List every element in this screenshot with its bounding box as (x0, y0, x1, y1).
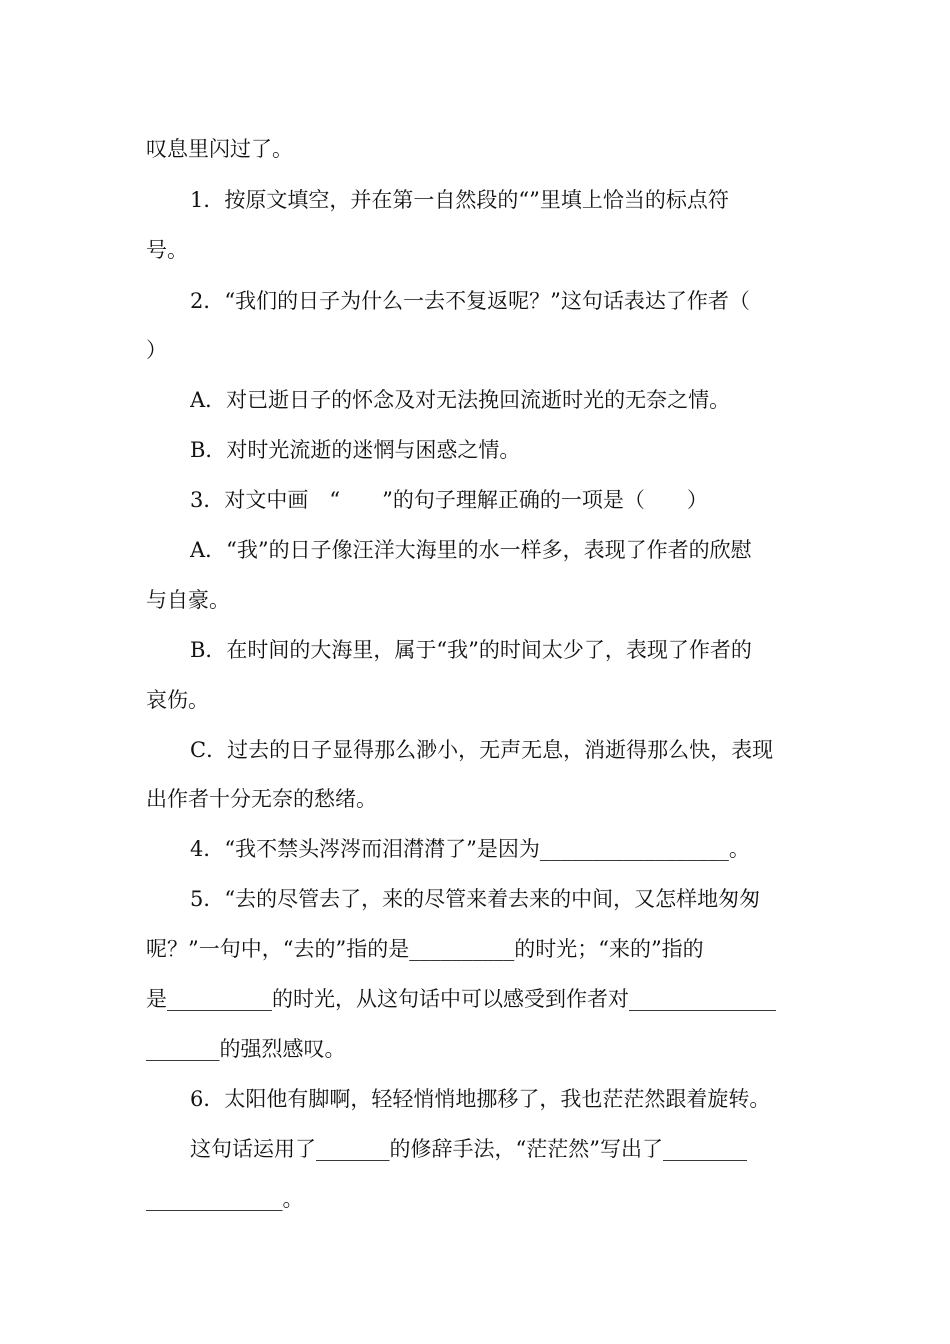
question-3-option-a-cont: 与自豪。 (146, 588, 230, 612)
question-3-option-c-cont: 出作者十分无奈的愁绪。 (146, 787, 377, 811)
question-3-option-b-cont: 哀伤。 (146, 688, 209, 712)
question-6: 6．太阳他有脚啊，轻轻悄悄地挪移了，我也茫茫然跟着旋转。 (190, 1087, 771, 1111)
question-2-cont: ） (146, 338, 167, 362)
question-3-option-b: B．在时间的大海里，属于“我”的时间太少了，表现了作者的 (190, 638, 752, 662)
question-2: 2．“我们的日子为什么一去不复返呢？”这句话表达了作者（ (190, 289, 750, 313)
question-6-prompt: 这句话运用了_______的修辞手法，“茫茫然”写出了________ (190, 1137, 747, 1161)
question-2-option-b: B．对时光流逝的迷惘与困惑之情。 (190, 438, 521, 462)
question-4: 4．“我不禁头涔涔而泪潸潸了”是因为__________________。 (190, 837, 750, 861)
question-5-cont-1: 呢？”一句中，“去的”指的是__________的时光；“来的”指的 (146, 937, 704, 961)
question-3-option-a: A．“我”的日子像汪洋大海里的水一样多，表现了作者的欣慰 (190, 538, 752, 562)
question-3-option-c: C．过去的日子显得那么渺小，无声无息，消逝得那么快，表现 (190, 738, 774, 762)
question-3: 3．对文中画 “ ”的句子理解正确的一项是（ ） (190, 488, 708, 512)
question-2-option-a: A．对已逝日子的怀念及对无法挽回流逝时光的无奈之情。 (190, 388, 731, 412)
question-5-cont-3: _______的强烈感叹。 (146, 1037, 346, 1061)
question-5: 5．“去的尽管去了，来的尽管来着去来的中间，又怎样地匆匆 (190, 887, 761, 911)
question-1-cont: 号。 (146, 238, 188, 262)
question-1: 1．按原文填空，并在第一自然段的“”里填上恰当的标点符 (190, 188, 729, 212)
text-line-continuation: 叹息里闪过了。 (146, 137, 293, 161)
question-6-prompt-cont: _____________。 (146, 1187, 304, 1211)
question-5-cont-2: 是__________的时光，从这句话中可以感受到作者对______________ (146, 987, 776, 1011)
